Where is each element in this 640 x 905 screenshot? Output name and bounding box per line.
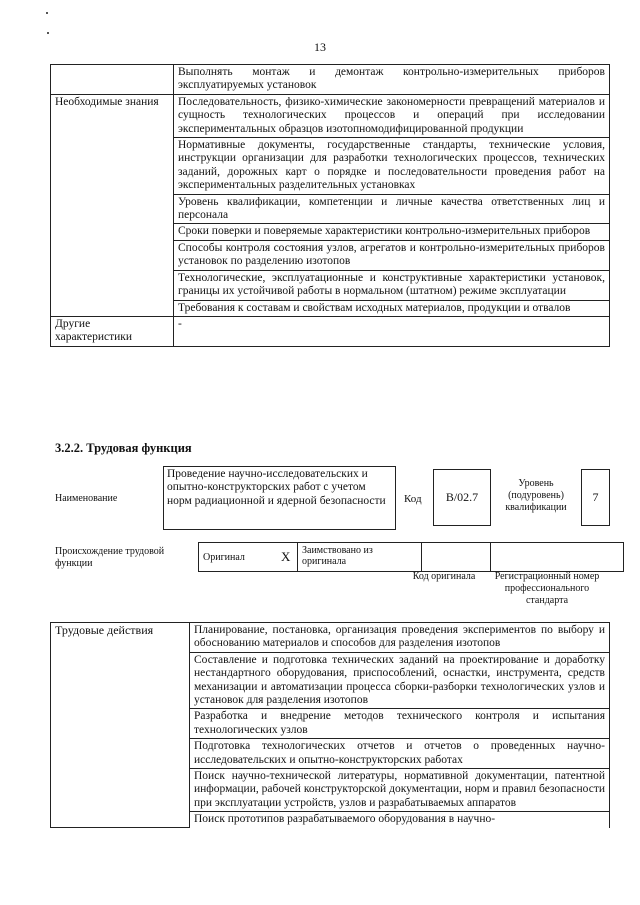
borrowed-label: Заимствовано из оригинала: [298, 543, 422, 572]
table-cell: Выполнять монтаж и демонтаж контрольно-измерительных приборов эксплуатируемых установок: [174, 65, 610, 95]
level-label: Уровень (подуровень) квалификации: [505, 478, 567, 513]
table-cell: Нормативные документы, государственные стандарты, технические условия, инструкции организации для разработки технологических процессов, технических заданий, дорожных карт о порядке и последовательности проведения работ на экспериментальных разделительных установках: [174, 138, 610, 195]
table-row: [51, 94, 610, 137]
name-label: Наименование: [55, 493, 118, 504]
original-label: Оригинал: [199, 543, 278, 572]
table-row: [51, 316, 610, 346]
page-number: 13: [314, 40, 326, 54]
table-cell: Технологические, эксплуатационные и конструктивные характеристики установок, границы их устойчивой работы в нормальном (штатном) режиме эксплуатации: [174, 270, 610, 300]
table-cell: Поиск научно-технической литературы, нормативной документации, патентной информации, рабочей конструкторской документации, норм и правил безопасности при эксплуатации устройств, узлов и разрабатываемых аппаратов: [190, 769, 610, 812]
origin-table: [198, 542, 624, 572]
function-name-box: Проведение научно-исследовательских и опытно-конструкторских работ с учетом норм радиационной и ядерной безопасности: [163, 466, 396, 530]
reg-caption: Регистрационный номер профессионального стандарта: [494, 571, 600, 606]
origin-code-cell: [422, 543, 491, 572]
level-value-box: 7: [581, 469, 610, 526]
function-code-box: B/02.7: [433, 469, 491, 526]
table-cell: Планирование, постановка, организация проведения экспериментов по выбору и обоснованию материалов и способов для разделения изотопов: [190, 623, 610, 653]
skills-knowledge-table: [50, 64, 610, 347]
scan-mark: [46, 12, 48, 14]
table-row: [51, 65, 610, 95]
table-cell: -: [174, 316, 610, 346]
table-cell: Поиск прототипов разрабатываемого оборудования в научно-: [190, 812, 610, 828]
row-label: Необходимые знания: [51, 94, 174, 316]
labor-actions-table: [50, 622, 610, 828]
table-cell: Последовательность, физико-химические закономерности превращений материалов и сущность технологических процессов и операций при исследовании экспериментальных образцов изотопномодифицированной продукции: [174, 94, 610, 137]
original-mark: X: [277, 543, 298, 572]
row-label: Трудовые действия: [51, 623, 190, 828]
row-label: [51, 65, 174, 95]
table-cell: Подготовка технологических отчетов и отчетов о проведенных научно-исследовательских и опытно-конструкторских работах: [190, 739, 610, 769]
table-row: [51, 623, 610, 653]
scan-mark: [47, 32, 49, 34]
registration-number-cell: [491, 543, 624, 572]
section-title: 3.2.2. Трудовая функция: [55, 441, 192, 455]
table-cell: Разработка и внедрение методов технического контроля и испытания технологических узлов: [190, 709, 610, 739]
table-cell: Сроки поверки и поверяемые характеристики контрольно-измерительных приборов: [174, 224, 610, 240]
table-cell: Способы контроля состояния узлов, агрегатов и контрольно-измерительных приборов установок по разделению изотопов: [174, 240, 610, 270]
row-label: Другие характеристики: [51, 316, 174, 346]
origin-label: Происхождение трудовой функции: [55, 546, 165, 569]
table-cell: Составление и подготовка технических заданий на проектирование и доработку нестандартного оборудования, приспособлений, оснастки, инструмента, средств механизации и автоматизации процесса сборки-разборки технологических узлов и установок для разделения изотопов: [190, 652, 610, 709]
code-caption: Код оригинала: [412, 571, 476, 582]
table-cell: Уровень квалификации, компетенции и личные качества ответственных лиц и персонала: [174, 194, 610, 224]
table-cell: Требования к составам и свойствам исходных материалов, продукции и отвалов: [174, 300, 610, 316]
code-label: Код: [404, 493, 422, 505]
